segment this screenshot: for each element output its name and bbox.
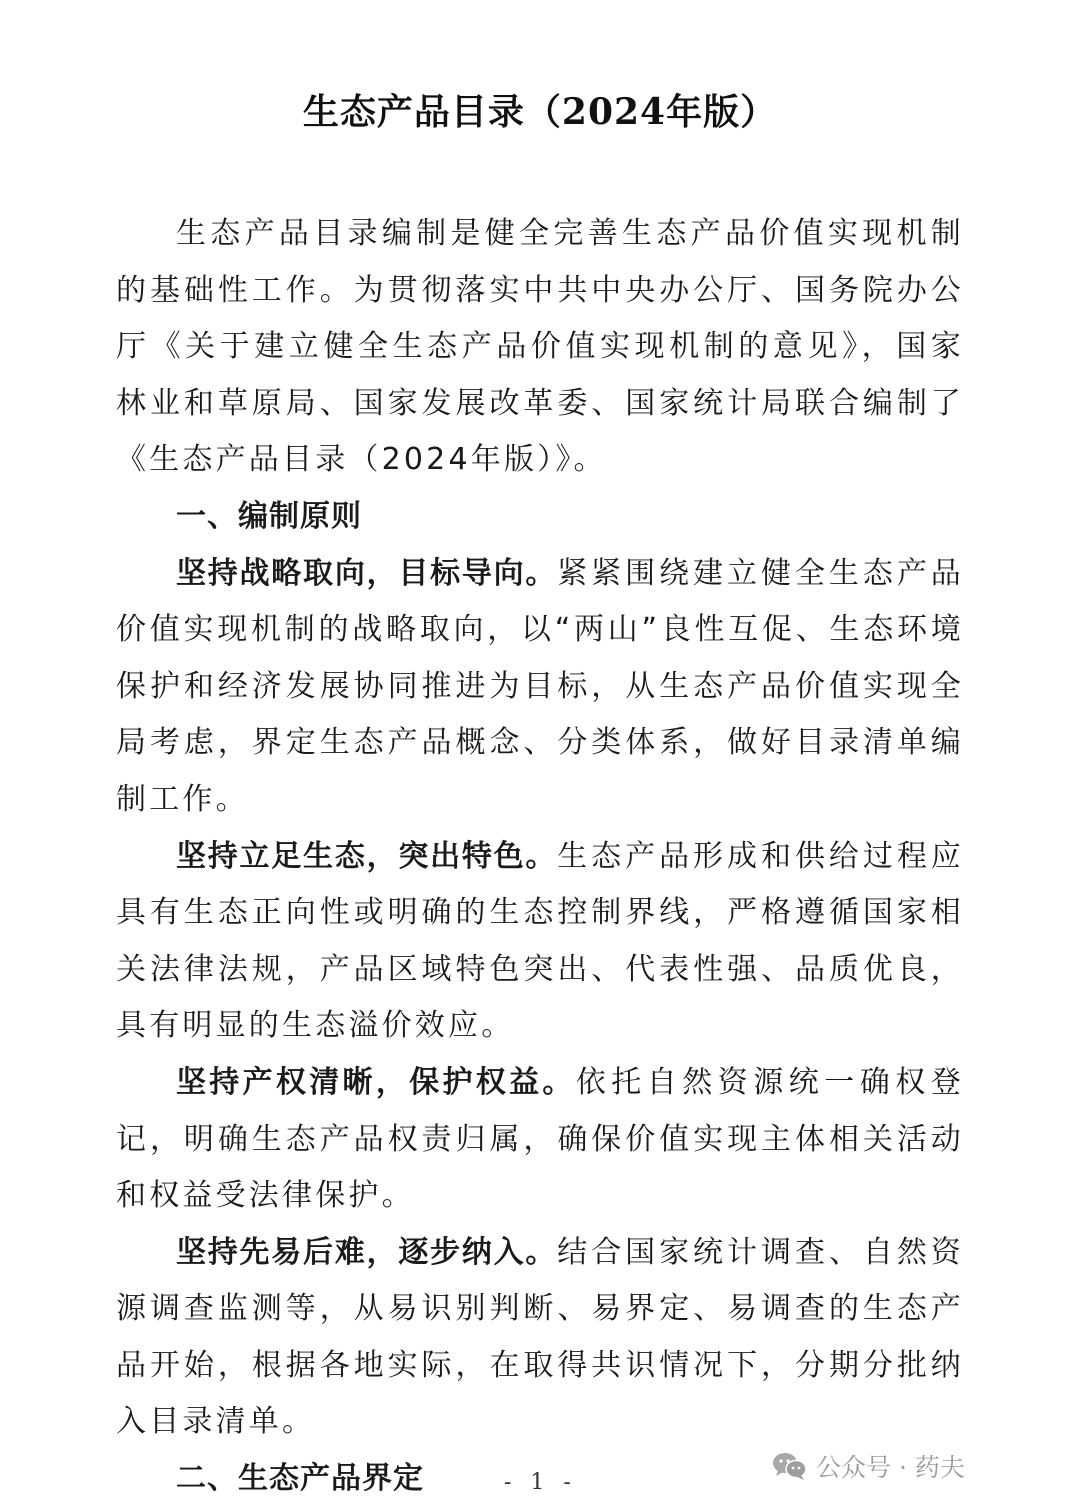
section-heading-definition: 二、生态产品界定 [176,1461,424,1497]
intro-paragraph: 生态产品目录编制是健全完善生态产品价值实现机制的基础性工作。为贯彻落实中共中央办公厅、国务院办公厅《关于建立健全生态产品价值实现机制的意见》，国家林业和草原局、国家发展改革委、国家统计局联合编制了《生态产品目录（2024年版）》。 [116,216,964,478]
page-number: - 1 - [504,1470,577,1495]
document-title: 生态产品目录（2024年版） [302,91,778,133]
principle-paragraph [116,829,964,1055]
principle-lead: 坚持先易后难，逐步纳入。 [176,1234,558,1270]
principle-lead: 坚持产权清晰，保护权益。 [176,1064,576,1100]
principle-text: 紧紧围绕建立健全生态产品价值实现机制的战略取向，以“两山”良性互促、生态环境保护和经济发展协同推进为目标，从生态产品价值实现全局考虑，界定生态产品概念、分类体系，做好目录清单编制工作。 [116,555,965,817]
principle-text: 依托自然资源统一确权登记，明确生态产品权责归属，确保价值实现主体相关活动和权益受法律保护。 [116,1064,965,1214]
principle-paragraph [116,1225,964,1451]
watermark-text: 公众号 · 药夫 [816,1453,965,1482]
wechat-icon [772,1451,808,1481]
principle-lead: 坚持立足生态，突出特色。 [176,838,558,874]
principle-paragraph [116,1055,964,1225]
principle-text: 生态产品形成和供给过程应具有生态正向性或明确的生态控制界线，严格遵循国家相关法律法规，产品区域特色突出、代表性强、品质优良，具有明显的生态溢价效应。 [116,838,965,1044]
principle-lead: 坚持战略取向，目标导向。 [176,555,558,591]
watermark [772,1448,965,1484]
principle-paragraph [116,546,964,829]
principle-text: 结合国家统计调查、自然资源调查监测等，从易识别判断、易界定、易调查的生态产品开始，根据各地实际，在取得共识情况下，分期分批纳入目录清单。 [116,1234,965,1440]
document-body [116,206,964,1508]
section-heading-principles: 一、编制原则 [176,498,362,534]
